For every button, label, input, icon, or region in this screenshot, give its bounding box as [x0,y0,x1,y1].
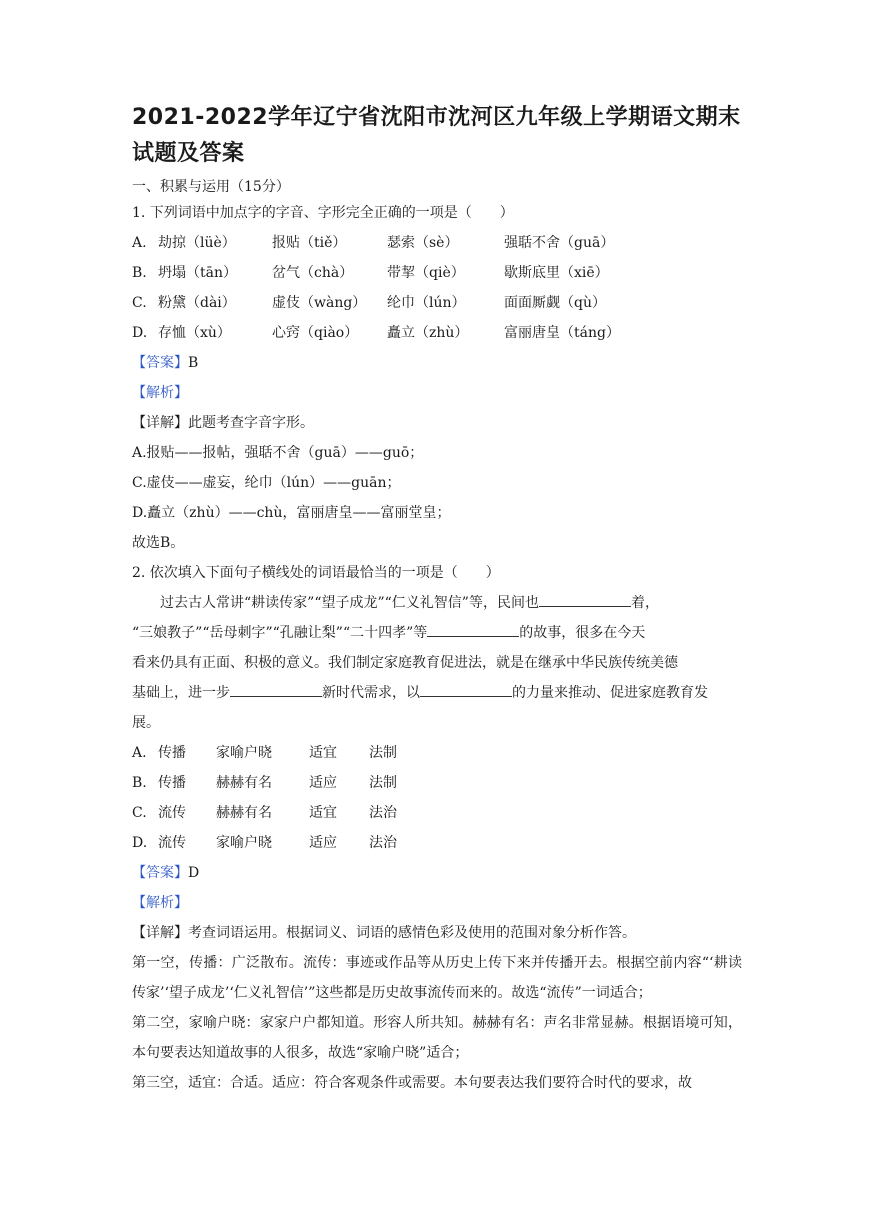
option-word: 法制 [369,775,397,791]
fill-blank-4 [420,682,512,697]
passage-text: 的故事，很多在今天 [519,625,646,641]
option-word: 劫掠（lüè） [158,235,236,251]
option-row [132,258,742,288]
question-1-analysis-tag: 【解析】 [132,385,188,401]
option-word: 存恤（xù） [158,325,231,341]
answer-value: D [188,865,200,881]
passage-text: 过去古人常讲“耕读传家”“望子成龙”“仁义礼智信”等，民间也 [160,595,539,611]
option-row [132,738,742,768]
option-word: 适应 [309,775,337,791]
option-label: B. [132,775,147,791]
question-1-explanation-line: D.矗立（zhù）——chù，富丽唐皇——富丽堂皇； [132,505,451,521]
option-label: C. [132,295,147,311]
question-2-analysis-tag: 【解析】 [132,895,188,911]
passage-text: 基础上，进一步 [132,685,230,701]
passage-text: 新时代需求，以 [322,685,420,701]
detail-text: 此题考查字音字形。 [188,415,314,431]
fill-blank-3 [230,682,322,697]
option-label: B. [132,265,147,281]
detail-tag: 【详解】 [132,925,188,941]
question-1-detail [132,408,742,438]
passage-text: “三娘教子”“岳母刺字”“孔融让梨”“二十四孝”等 [132,625,428,641]
option-word: 传播 [158,775,186,791]
option-word: 报贴（tiě） [272,235,347,251]
section-heading: 一、积累与运用（15分） [132,179,290,195]
option-word: 适应 [309,835,337,851]
option-word: 流传 [158,805,186,821]
question-2-passage-line: 看来仍具有正面、积极的意义。我们制定家庭教育促进法，就是在继承中华民族传统美德 [132,655,678,671]
option-word: 岔气（chà） [272,265,354,281]
question-1-options [132,228,742,348]
answer-tag: 【答案】 [132,355,188,371]
option-word: 带挈（qiè） [387,265,465,281]
document-page [132,100,742,1098]
question-2-detail [132,918,742,948]
option-word: 坍塌（tān） [158,265,237,281]
fill-blank-2 [427,622,519,637]
option-word: 富丽唐皇（táng） [504,325,620,341]
question-1-explanation-line: A.报贴——报帖，强聒不舍（guā）——guō； [132,445,424,461]
question-2-explanation: 第二空，家喻户晓：家家户户都知道。形容人所共知。赫赫有名：声名非常显赫。根据语境可知，本句要表达知道故事的人很多，故选“家喻户晓”适合； [132,1015,742,1061]
question-2-explanation: 第一空，传播：广泛散布。流传：事迹或作品等从历史上传下来并传播开去。根据空前内容“‘耕读传家’‘望子成龙’‘仁义礼智信’”这些都是历史故事流传而来的。故选“流传”一词适合； [132,955,742,1001]
passage-text: 的力量来推动、促进家庭教育发 [512,685,708,701]
detail-tag: 【详解】 [132,415,188,431]
option-label: D. [132,325,148,341]
answer-value: B [188,355,199,371]
question-2-passage-line [132,618,742,648]
option-word: 瑟索（sè） [387,235,459,251]
option-word: 法治 [369,835,397,851]
option-label: C. [132,805,147,821]
question-1-stem: 1. 下列词语中加点字的字音、字形完全正确的一项是（ ） [132,205,514,221]
question-2-explanation: 第三空，适宜：合适。适应：符合客观条件或需要。本句要表达我们要符合时代的要求，故 [132,1075,692,1091]
question-2-passage-line [132,678,742,708]
option-word: 赫赫有名 [216,775,272,791]
option-label: D. [132,835,148,851]
option-word: 流传 [158,835,186,851]
question-1-explanation-line: 故选B。 [132,535,185,551]
option-word: 赫赫有名 [216,805,272,821]
question-2-answer [132,858,742,888]
fill-blank-1 [539,592,631,607]
option-row [132,828,742,858]
detail-text: 考查词语运用。根据词义、词语的感情色彩及使用的范围对象分析作答。 [188,925,636,941]
option-row [132,288,742,318]
option-word: 家喻户晓 [216,835,272,851]
option-label: A. [132,235,147,251]
question-2-options [132,738,742,858]
question-2-passage [132,588,742,618]
option-word: 纶巾（lún） [387,295,466,311]
option-word: 粉黛（dài） [158,295,236,311]
question-2-stem: 2. 依次填入下面句子横线处的词语最恰当的一项是（ ） [132,565,500,581]
question-1-explanation-line: C.虚伎——虚妄，纶巾（lún）——guān； [132,475,401,491]
option-word: 家喻户晓 [216,745,272,761]
question-2-passage-line: 展。 [132,715,160,731]
option-row [132,228,742,258]
passage-text: 着， [630,595,659,611]
option-word: 强聒不舍（guā） [504,235,615,251]
option-row [132,318,742,348]
answer-tag: 【答案】 [132,865,188,881]
option-word: 歇斯底里（xiē） [504,265,609,281]
option-row [132,798,742,828]
option-word: 法制 [369,745,397,761]
option-word: 面面厮觑（qù） [504,295,606,311]
option-word: 适宜 [309,805,337,821]
option-word: 矗立（zhù） [387,325,469,341]
option-word: 心窍（qiào） [272,325,359,341]
option-row [132,768,742,798]
question-1-answer [132,348,742,378]
document-title: 2021-2022学年辽宁省沈阳市沈河区九年级上学期语文期末试题及答案 [132,105,741,166]
option-word: 传播 [158,745,186,761]
option-label: A. [132,745,147,761]
option-word: 法治 [369,805,397,821]
option-word: 适宜 [309,745,337,761]
option-word: 虚伎（wàng） [272,295,367,311]
